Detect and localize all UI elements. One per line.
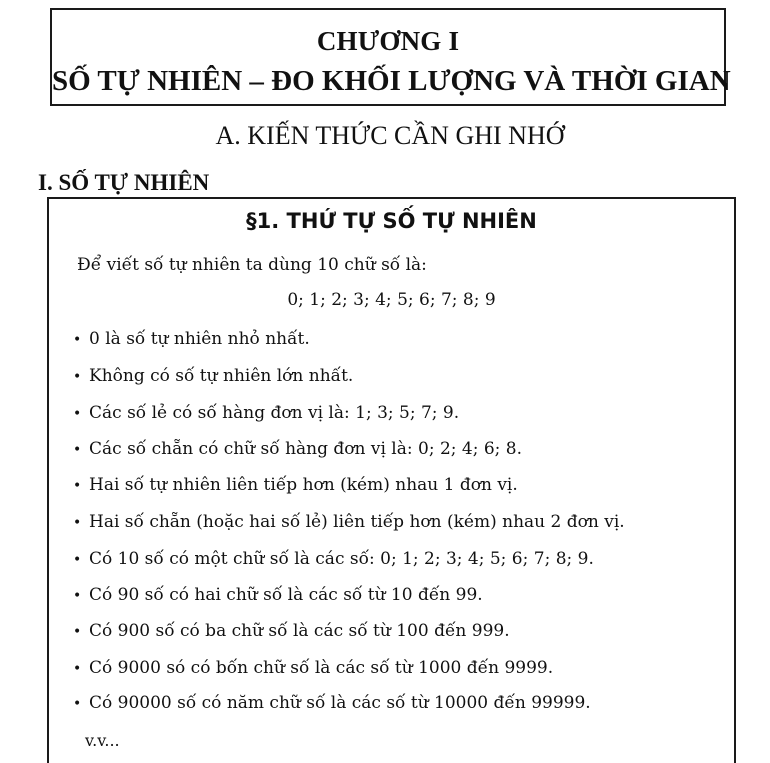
fact-text: Có 90000 số có năm chữ số là các số từ 10000 đến 99999. xyxy=(89,693,591,713)
lesson-title: §1. THỨ TỰ SỐ TỰ NHIÊN xyxy=(246,209,537,233)
bullet-icon: • xyxy=(73,696,82,712)
chapter-subtitle: SỐ TỰ NHIÊN – ĐO KHỐI LƯỢNG VÀ THỜI GIAN xyxy=(52,65,731,97)
fact-text: Có 900 số có ba chữ số là các số từ 100 đến 999. xyxy=(89,621,510,641)
fact-text: Không có số tự nhiên lớn nhất. xyxy=(89,366,354,386)
fact-item xyxy=(73,693,591,717)
bullet-icon: • xyxy=(73,478,82,494)
fact-text: Hai số chẵn (hoặc hai số lẻ) liên tiếp hơn (kém) nhau 2 đơn vị. xyxy=(89,512,625,532)
lesson-intro: Để viết số tự nhiên ta dùng 10 chữ số là: xyxy=(77,255,427,275)
fact-item xyxy=(73,329,310,353)
bullet-icon: • xyxy=(73,369,82,385)
fact-item xyxy=(73,475,518,499)
fact-item xyxy=(73,549,594,573)
fact-item xyxy=(73,658,553,682)
fact-item xyxy=(73,585,483,609)
chapter-header-box xyxy=(50,8,731,106)
fact-item xyxy=(73,366,353,390)
bullet-icon: • xyxy=(73,661,82,677)
fact-text: Các số lẻ có số hàng đơn vị là: 1; 3; 5; 7; 9. xyxy=(89,403,460,423)
bullet-icon: • xyxy=(73,624,82,640)
fact-item xyxy=(73,621,510,645)
fact-item xyxy=(73,512,625,536)
fact-text: Có 10 số có một chữ số là các số: 0; 1; 2; 3; 4; 5; 6; 7; 8; 9. xyxy=(89,549,594,569)
fact-item xyxy=(73,403,459,427)
bullet-icon: • xyxy=(73,588,82,604)
bullet-icon: • xyxy=(73,406,82,422)
fact-text: 0 là số tự nhiên nhỏ nhất. xyxy=(89,329,310,349)
fact-text: Các số chẵn có chữ số hàng đơn vị là: 0; 2; 4; 6; 8. xyxy=(89,439,523,459)
bullet-icon: • xyxy=(73,552,82,568)
fact-text: Có 9000 só có bốn chữ số là các số từ 1000 đến 9999. xyxy=(89,658,554,678)
bullet-icon: • xyxy=(73,332,82,348)
fact-item xyxy=(73,439,522,463)
chapter-title: CHƯƠNG I xyxy=(316,26,460,56)
digit-list: 0; 1; 2; 3; 4; 5; 6; 7; 8; 9 xyxy=(287,290,496,310)
etc-text: v.v... xyxy=(85,731,120,750)
lesson-box xyxy=(47,197,736,763)
fact-text: Có 90 số có hai chữ số là các số từ 10 đến 99. xyxy=(89,585,483,605)
part-heading: I. SỐ TỰ NHIÊN xyxy=(38,170,210,195)
fact-text: Hai số tự nhiên liên tiếp hơn (kém) nhau 1 đơn vị. xyxy=(89,475,518,495)
bullet-icon: • xyxy=(73,442,82,458)
bullet-icon: • xyxy=(73,515,82,531)
section-title: A. KIẾN THỨC CẦN GHI NHỚ xyxy=(215,121,565,150)
